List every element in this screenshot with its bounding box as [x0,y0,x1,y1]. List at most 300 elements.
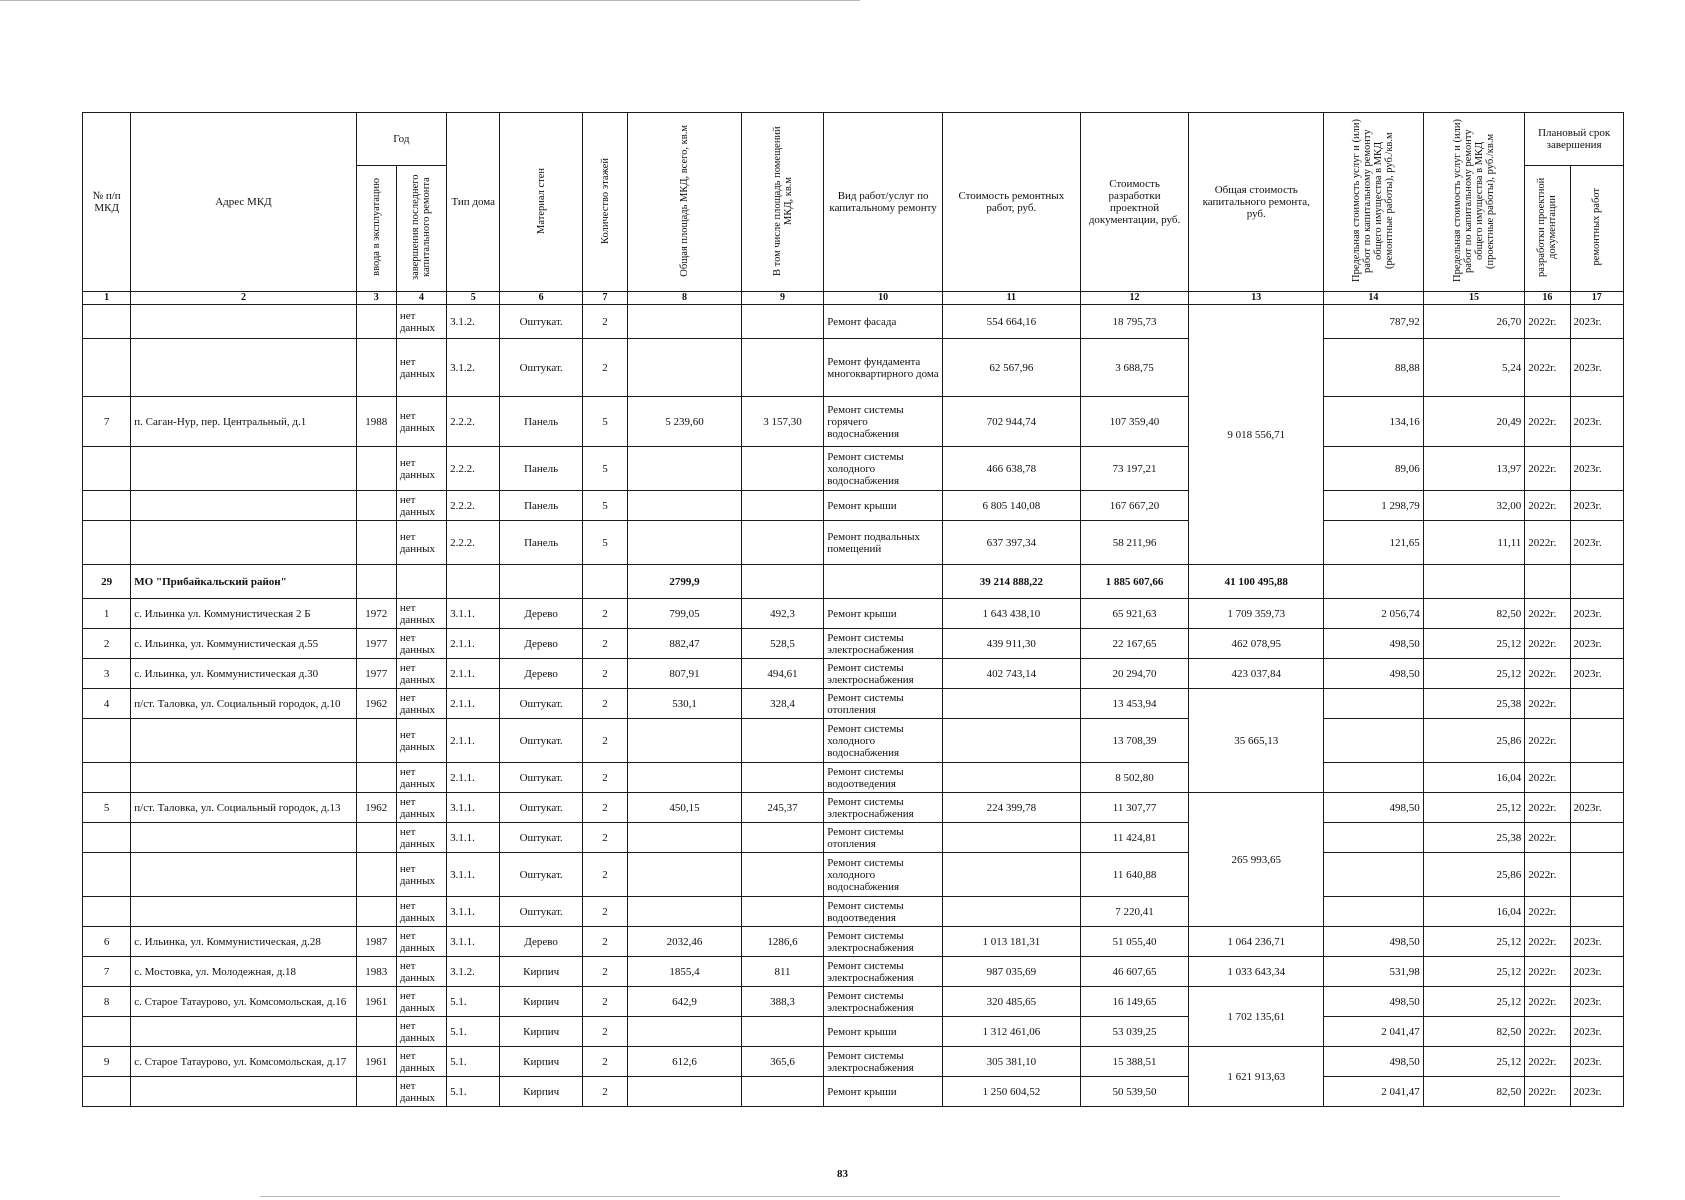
cell-work-type: Ремонт системы электроснабжения [824,659,943,689]
cell-limit-design: 82,50 [1423,599,1525,629]
column-number: 10 [824,292,943,305]
cell-premises-area: 528,5 [741,629,823,659]
cell-limit-repair: 89,06 [1324,447,1424,491]
cell-total-cost: 423 037,84 [1189,659,1324,689]
cell-work-type: Ремонт крыши [824,599,943,629]
cell-wall-material: Панель [500,491,582,521]
cell-premises-area [741,823,823,853]
cell-work-type: Ремонт системы отопления [824,823,943,853]
cell-design-cost: 51 055,40 [1080,927,1189,957]
table-row [83,397,1624,447]
cell-premises-area [741,491,823,521]
cell-wall-material: Оштукат. [500,689,582,719]
cell-premises-area: 245,37 [741,793,823,823]
cell-work-type: Ремонт системы холодного водоснабжения [824,853,943,897]
cell-house-type: 5.1. [447,987,500,1017]
cell-limit-repair: 2 041,47 [1324,1077,1424,1107]
cell-address [131,897,356,927]
column-number: 17 [1570,292,1623,305]
cell-premises-area: 494,61 [741,659,823,689]
column-number: 14 [1324,292,1424,305]
cell-premises-area [741,305,823,339]
cell-address: с. Ильинка, ул. Коммунистическая д.30 [131,659,356,689]
cell-limit-design: 13,97 [1423,447,1525,491]
column-number: 12 [1080,292,1189,305]
cell-deadline-repair [1570,853,1623,897]
cell-house-type: 2.2.2. [447,447,500,491]
cell-work-type: Ремонт системы электроснабжения [824,927,943,957]
cell-design-cost: 13 453,94 [1080,689,1189,719]
cell-work-type: Ремонт системы холодного водоснабжения [824,447,943,491]
cell-premises-area [741,897,823,927]
cell-year-entry [356,719,396,763]
cell-limit-repair: 498,50 [1324,1047,1424,1077]
cell-address [131,763,356,793]
cell-total-cost: 41 100 495,88 [1189,565,1324,599]
cell-limit-design: 25,38 [1423,689,1525,719]
cell-limit-repair [1324,763,1424,793]
cell-limit-repair [1324,853,1424,897]
cell-premises-area: 811 [741,957,823,987]
cell-address [131,1017,356,1047]
cell-total-cost: 265 993,65 [1189,793,1324,927]
cell-year-last-repair: нет данных [396,763,446,793]
cell-design-cost: 13 708,39 [1080,719,1189,763]
cell-total-area: 799,05 [628,599,742,629]
cell-house-type: 2.1.1. [447,689,500,719]
header-deadline-group: Плановый срок завершения [1525,113,1624,166]
header-house-type: Тип дома [447,113,500,292]
table-row [83,1077,1624,1107]
cell-address [131,305,356,339]
cell-address: п. Саган-Нур, пер. Центральный, д.1 [131,397,356,447]
scan-bottom-line [260,1196,1560,1197]
cell-design-cost: 11 640,88 [1080,853,1189,897]
cell-total-area [628,1077,742,1107]
cell-deadline-repair: 2023г. [1570,1017,1623,1047]
cell-limit-repair: 498,50 [1324,987,1424,1017]
cell-wall-material: Оштукат. [500,339,582,397]
cell-total-area [628,521,742,565]
cell-deadline-design: 2022г. [1525,823,1570,853]
cell-limit-repair: 2 056,74 [1324,599,1424,629]
cell-premises-area [741,1017,823,1047]
cell-work-type: Ремонт системы электроснабжения [824,793,943,823]
cell-deadline-repair: 2023г. [1570,659,1623,689]
cell-year-entry [356,305,396,339]
cell-deadline-design: 2022г. [1525,793,1570,823]
cell-limit-repair: 498,50 [1324,793,1424,823]
cell-address: п/ст. Таловка, ул. Социальный городок, д.10 [131,689,356,719]
cell-num: 1 [83,599,131,629]
cell-year-entry [356,491,396,521]
cell-total-area [628,1017,742,1047]
cell-deadline-design: 2022г. [1525,1017,1570,1047]
cell-wall-material: Оштукат. [500,823,582,853]
cell-limit-repair: 498,50 [1324,659,1424,689]
cell-work-type: Ремонт крыши [824,491,943,521]
cell-deadline-repair: 2023г. [1570,1047,1623,1077]
cell-limit-design: 25,38 [1423,823,1525,853]
table-row [83,927,1624,957]
table-row [83,763,1624,793]
cell-total-area [628,823,742,853]
cell-num [83,305,131,339]
cell-year-entry [356,521,396,565]
cell-premises-area: 328,4 [741,689,823,719]
column-number: 2 [131,292,356,305]
cell-wall-material: Панель [500,521,582,565]
header-deadline-design: разработки проектной документации [1525,166,1570,292]
column-number: 11 [942,292,1080,305]
cell-deadline-repair: 2023г. [1570,793,1623,823]
cell-premises-area [741,339,823,397]
cell-deadline-repair: 2023г. [1570,397,1623,447]
cell-house-type: 3.1.2. [447,957,500,987]
cell-repair-cost [942,853,1080,897]
cell-limit-design: 82,50 [1423,1017,1525,1047]
cell-design-cost: 167 667,20 [1080,491,1189,521]
cell-wall-material: Дерево [500,659,582,689]
header-total-cost: Общая стоимость капитального ремонта, руб. [1189,113,1324,292]
cell-premises-area: 1286,6 [741,927,823,957]
cell-wall-material: Дерево [500,927,582,957]
cell-total-area [628,763,742,793]
cell-wall-material: Кирпич [500,957,582,987]
table-row [83,853,1624,897]
cell-year-entry: 1983 [356,957,396,987]
cell-year-entry [356,823,396,853]
cell-work-type: Ремонт системы отопления [824,689,943,719]
table-row [83,793,1624,823]
cell-year-entry [356,853,396,897]
cell-deadline-design: 2022г. [1525,447,1570,491]
cell-limit-design: 11,11 [1423,521,1525,565]
cell-premises-area [741,447,823,491]
cell-limit-design: 16,04 [1423,897,1525,927]
cell-floors: 2 [582,599,627,629]
cell-design-cost: 8 502,80 [1080,763,1189,793]
cell-total-area [628,305,742,339]
column-number: 8 [628,292,742,305]
cell-design-cost: 11 307,77 [1080,793,1189,823]
cell-deadline-design: 2022г. [1525,491,1570,521]
cell-work-type: Ремонт фундамента многоквартирного дома [824,339,943,397]
table-row [83,719,1624,763]
cell-design-cost: 3 688,75 [1080,339,1189,397]
cell-address: п/ст. Таловка, ул. Социальный городок, д.13 [131,793,356,823]
cell-floors [582,565,627,599]
cell-num [83,491,131,521]
cell-house-type: 5.1. [447,1017,500,1047]
cell-work-type [824,565,943,599]
cell-repair-cost: 224 399,78 [942,793,1080,823]
cell-work-type: Ремонт системы электроснабжения [824,1047,943,1077]
header-wall-material: Материал стен [500,113,582,292]
cell-house-type: 2.2.2. [447,397,500,447]
cell-floors: 2 [582,763,627,793]
cell-repair-cost [942,719,1080,763]
summary-row [83,565,1624,599]
column-number: 6 [500,292,582,305]
cell-year-last-repair: нет данных [396,689,446,719]
cell-deadline-repair: 2023г. [1570,339,1623,397]
cell-work-type: Ремонт системы электроснабжения [824,957,943,987]
cell-total-cost: 1 702 135,61 [1189,987,1324,1047]
cell-year-last-repair: нет данных [396,491,446,521]
table-row [83,629,1624,659]
cell-deadline-repair: 2023г. [1570,305,1623,339]
cell-design-cost: 46 607,65 [1080,957,1189,987]
cell-house-type: 2.1.1. [447,763,500,793]
cell-limit-design: 25,12 [1423,793,1525,823]
cell-year-last-repair: нет данных [396,339,446,397]
cell-year-entry [356,339,396,397]
cell-repair-cost: 305 381,10 [942,1047,1080,1077]
cell-limit-repair [1324,823,1424,853]
cell-wall-material: Кирпич [500,987,582,1017]
cell-repair-cost: 1 643 438,10 [942,599,1080,629]
cell-num: 8 [83,987,131,1017]
header-design-cost: Стоимость разработки проектной документации, руб. [1080,113,1189,292]
cell-house-type: 3.1.1. [447,927,500,957]
cell-work-type: Ремонт системы холодного водоснабжения [824,719,943,763]
cell-floors: 2 [582,689,627,719]
header-premises-area: В том числе площадь помещений МКД, кв.м [741,113,823,292]
cell-deadline-repair [1570,897,1623,927]
cell-year-entry: 1977 [356,629,396,659]
cell-limit-repair: 531,98 [1324,957,1424,987]
cell-limit-design: 25,12 [1423,987,1525,1017]
header-total-area: Общая площадь МКД, всего, кв.м [628,113,742,292]
table-row [83,339,1624,397]
cell-house-type: 3.1.2. [447,305,500,339]
cell-house-type: 2.1.1. [447,629,500,659]
cell-wall-material: Кирпич [500,1077,582,1107]
cell-deadline-design: 2022г. [1525,1047,1570,1077]
cell-repair-cost [942,823,1080,853]
cell-total-area: 450,15 [628,793,742,823]
cell-num [83,853,131,897]
cell-work-type: Ремонт крыши [824,1077,943,1107]
cell-design-cost: 1 885 607,66 [1080,565,1189,599]
cell-limit-design: 25,86 [1423,719,1525,763]
table-row [83,521,1624,565]
cell-house-type: 3.1.2. [447,339,500,397]
header-work-type: Вид работ/услуг по капитальному ремонту [824,113,943,292]
cell-house-type [447,565,500,599]
cell-limit-design: 25,12 [1423,629,1525,659]
cell-total-area: 530,1 [628,689,742,719]
table-row [83,447,1624,491]
cell-repair-cost [942,689,1080,719]
cell-total-cost: 1 709 359,73 [1189,599,1324,629]
cell-deadline-repair: 2023г. [1570,491,1623,521]
cell-work-type: Ремонт фасада [824,305,943,339]
cell-total-area: 1855,4 [628,957,742,987]
cell-total-area: 807,91 [628,659,742,689]
cell-floors: 2 [582,719,627,763]
header-repair-cost: Стоимость ремонтных работ, руб. [942,113,1080,292]
cell-deadline-repair: 2023г. [1570,1077,1623,1107]
cell-wall-material: Кирпич [500,1017,582,1047]
cell-deadline-repair [1570,719,1623,763]
cell-address [131,823,356,853]
cell-address [131,1077,356,1107]
column-number: 13 [1189,292,1324,305]
cell-year-last-repair: нет данных [396,719,446,763]
cell-year-entry [356,763,396,793]
cell-premises-area: 3 157,30 [741,397,823,447]
cell-year-entry: 1977 [356,659,396,689]
cell-floors: 2 [582,853,627,897]
cell-year-last-repair: нет данных [396,521,446,565]
cell-deadline-repair [1570,565,1623,599]
cell-house-type: 3.1.1. [447,793,500,823]
cell-total-area [628,491,742,521]
cell-year-entry [356,897,396,927]
cell-deadline-repair: 2023г. [1570,599,1623,629]
cell-repair-cost: 554 664,16 [942,305,1080,339]
cell-design-cost: 15 388,51 [1080,1047,1189,1077]
cell-house-type: 2.1.1. [447,659,500,689]
cell-house-type: 3.1.1. [447,823,500,853]
cell-num [83,447,131,491]
cell-address [131,853,356,897]
cell-floors: 2 [582,897,627,927]
cell-num: 9 [83,1047,131,1077]
cell-design-cost: 53 039,25 [1080,1017,1189,1047]
header-deadline-repair: ремонтных работ [1570,166,1623,292]
cell-num [83,1077,131,1107]
cell-floors: 2 [582,957,627,987]
cell-year-entry: 1962 [356,689,396,719]
cell-work-type: Ремонт системы горячего водоснабжения [824,397,943,447]
cell-num: 3 [83,659,131,689]
cell-year-last-repair: нет данных [396,987,446,1017]
cell-address [131,339,356,397]
cell-num: 7 [83,957,131,987]
cell-address [131,447,356,491]
cell-floors: 2 [582,987,627,1017]
cell-limit-design [1423,565,1525,599]
cell-premises-area: 492,3 [741,599,823,629]
cell-wall-material: Дерево [500,629,582,659]
cell-deadline-design: 2022г. [1525,339,1570,397]
table-body [83,305,1624,1107]
cell-num [83,521,131,565]
cell-premises-area [741,1077,823,1107]
cell-work-type: Ремонт системы водоотведения [824,897,943,927]
cell-repair-cost [942,763,1080,793]
table-row [83,305,1624,339]
cell-num [83,897,131,927]
cell-deadline-design: 2022г. [1525,719,1570,763]
cell-year-entry: 1988 [356,397,396,447]
cell-num [83,339,131,397]
cell-num: 6 [83,927,131,957]
table-row [83,897,1624,927]
cell-deadline-repair [1570,689,1623,719]
cell-total-area [628,447,742,491]
column-number-row [83,292,1624,305]
cell-design-cost: 73 197,21 [1080,447,1189,491]
cell-deadline-repair [1570,763,1623,793]
cell-limit-repair [1324,897,1424,927]
cell-year-entry [356,1077,396,1107]
cell-year-last-repair: нет данных [396,397,446,447]
cell-design-cost: 22 167,65 [1080,629,1189,659]
cell-address: МО "Прибайкальский район" [131,565,356,599]
cell-deadline-design: 2022г. [1525,763,1570,793]
cell-year-last-repair: нет данных [396,823,446,853]
cell-year-entry: 1987 [356,927,396,957]
cell-repair-cost: 402 743,14 [942,659,1080,689]
cell-total-area: 642,9 [628,987,742,1017]
cell-house-type: 3.1.1. [447,897,500,927]
cell-deadline-design: 2022г. [1525,521,1570,565]
cell-limit-repair: 2 041,47 [1324,1017,1424,1047]
cell-design-cost: 11 424,81 [1080,823,1189,853]
cell-repair-cost: 320 485,65 [942,987,1080,1017]
header-limit-repair: Предельная стоимость услуг и (или) работ по капитальному ремонту общего имущества в МКД (ремонтные работы), руб./кв.м [1324,113,1424,292]
cell-repair-cost: 6 805 140,08 [942,491,1080,521]
column-number: 4 [396,292,446,305]
column-number: 5 [447,292,500,305]
cell-num: 29 [83,565,131,599]
cell-repair-cost: 439 911,30 [942,629,1080,659]
cell-total-cost: 9 018 556,71 [1189,305,1324,565]
cell-deadline-design: 2022г. [1525,305,1570,339]
cell-deadline-design: 2022г. [1525,927,1570,957]
cell-design-cost: 50 539,50 [1080,1077,1189,1107]
cell-work-type: Ремонт системы водоотведения [824,763,943,793]
cell-total-area: 612,6 [628,1047,742,1077]
cell-design-cost: 107 359,40 [1080,397,1189,447]
cell-address [131,719,356,763]
cell-design-cost: 16 149,65 [1080,987,1189,1017]
cell-deadline-design: 2022г. [1525,599,1570,629]
cell-year-last-repair: нет данных [396,1047,446,1077]
cell-limit-repair [1324,565,1424,599]
cell-deadline-design: 2022г. [1525,629,1570,659]
cell-total-cost: 1 033 643,34 [1189,957,1324,987]
cell-limit-design: 32,00 [1423,491,1525,521]
cell-total-area [628,339,742,397]
cell-num [83,719,131,763]
cell-floors: 2 [582,1047,627,1077]
cell-floors: 2 [582,793,627,823]
cell-total-cost: 35 665,13 [1189,689,1324,793]
cell-limit-design: 5,24 [1423,339,1525,397]
cell-house-type: 3.1.1. [447,599,500,629]
cell-limit-design: 26,70 [1423,305,1525,339]
cell-year-entry [356,1017,396,1047]
cell-address: с. Мостовка, ул. Молодежная, д.18 [131,957,356,987]
cell-total-area: 2032,46 [628,927,742,957]
table-row [83,957,1624,987]
cell-total-area [628,897,742,927]
cell-address: с. Ильинка ул. Коммунистическая 2 Б [131,599,356,629]
cell-floors: 2 [582,1077,627,1107]
cell-repair-cost: 1 013 181,31 [942,927,1080,957]
cell-num: 7 [83,397,131,447]
cell-wall-material: Панель [500,397,582,447]
cell-deadline-design: 2022г. [1525,897,1570,927]
table-row [83,689,1624,719]
cell-deadline-design: 2022г. [1525,1077,1570,1107]
cell-year-last-repair: нет данных [396,793,446,823]
